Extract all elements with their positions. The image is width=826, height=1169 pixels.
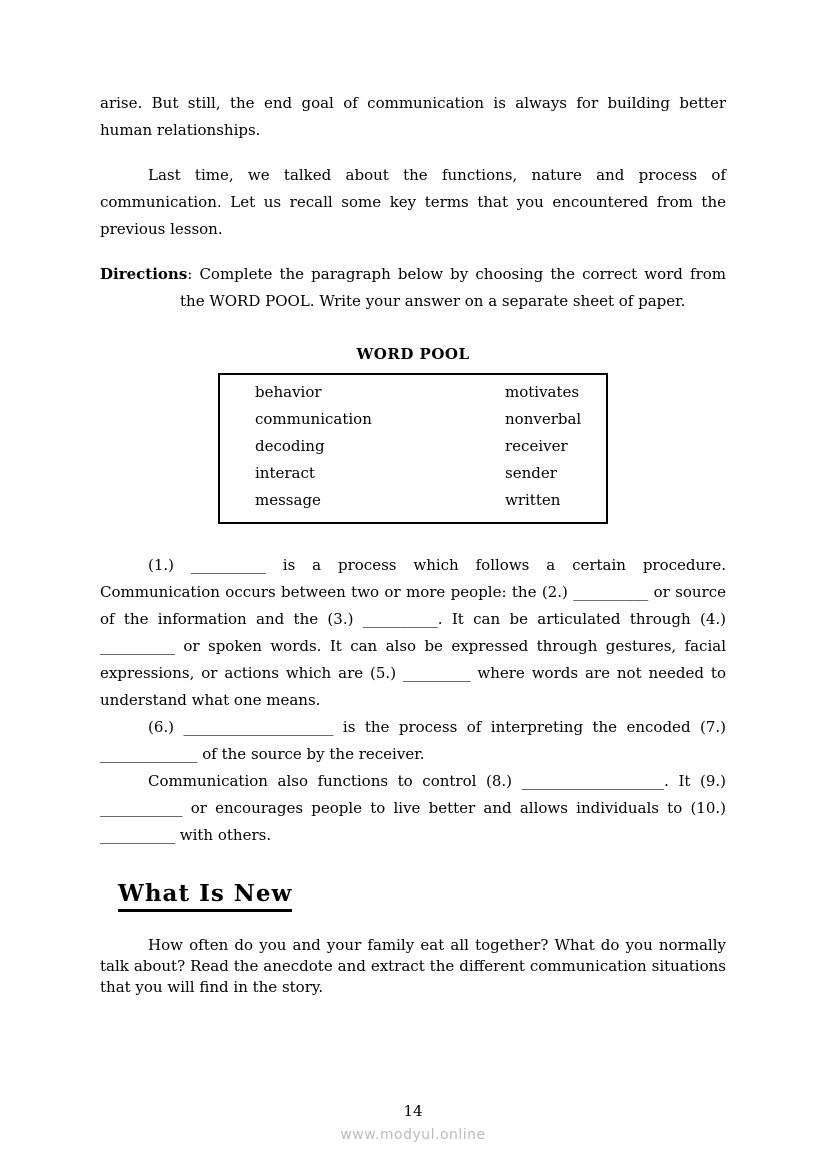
- word-pool-item: nonverbal: [505, 410, 582, 428]
- word-pool-box: [218, 373, 608, 524]
- page-number: 14: [403, 1102, 423, 1120]
- directions-paragraph: [100, 261, 726, 315]
- watermark-text: www.modyul.online: [340, 1127, 486, 1143]
- word-pool-right-column: [505, 379, 596, 514]
- section-heading-text: What Is New: [118, 880, 292, 912]
- page-footer: [0, 1102, 826, 1143]
- word-pool-item: written: [505, 491, 561, 509]
- intro-paragraph-2: Last time, we talked about the functions, nature and process of communication. Let us recall some key terms that you encountered from the previous lesson.: [100, 166, 726, 238]
- word-pool-item: message: [255, 491, 321, 509]
- intro-paragraph-1: arise. But still, the end goal of communication is always for building better human relationships.: [100, 94, 726, 139]
- word-pool-item: sender: [505, 464, 557, 482]
- word-pool-item: motivates: [505, 383, 580, 401]
- word-pool-item: communication: [255, 410, 372, 428]
- section-heading-what-is-new: [118, 879, 726, 909]
- word-pool-item: receiver: [505, 437, 568, 455]
- directions-label: Directions: [100, 265, 188, 283]
- word-pool-title: WORD POOL: [356, 345, 470, 363]
- word-pool-item: decoding: [255, 437, 325, 455]
- word-pool-left-column: [255, 379, 505, 514]
- fill-paragraph-2: (6.) ____________________ is the process of interpreting the encoded (7.) _____________ of the source by the receiver.: [100, 718, 726, 763]
- word-pool-item: behavior: [255, 383, 322, 401]
- fill-in-section: [100, 552, 726, 849]
- word-pool-item: interact: [255, 464, 315, 482]
- fill-paragraph-1: (1.) __________ is a process which follows a certain procedure. Communication occurs between two or more people: the (2.) __________ or source of the information and the (3.) __________. It can be articulated through (4.) __________ or spoken words. It can also be expressed through gestures, facial expressions, or actions which are (5.) _________ where words are not needed to understand what one means.: [100, 556, 726, 709]
- directions-text: : Complete the paragraph below by choosing the correct word from the WORD POOL. Write your answer on a separate sheet of paper.: [180, 265, 726, 310]
- fill-paragraph-3: Communication also functions to control (8.) ___________________. It (9.) ___________ or encourages people to live better and allows individuals to (10.) __________ with others.: [100, 772, 726, 844]
- what-is-new-paragraph: How often do you and your family eat all together? What do you normally talk about? Read the anecdote and extract the different communication situations that you will find in the story.: [100, 936, 726, 996]
